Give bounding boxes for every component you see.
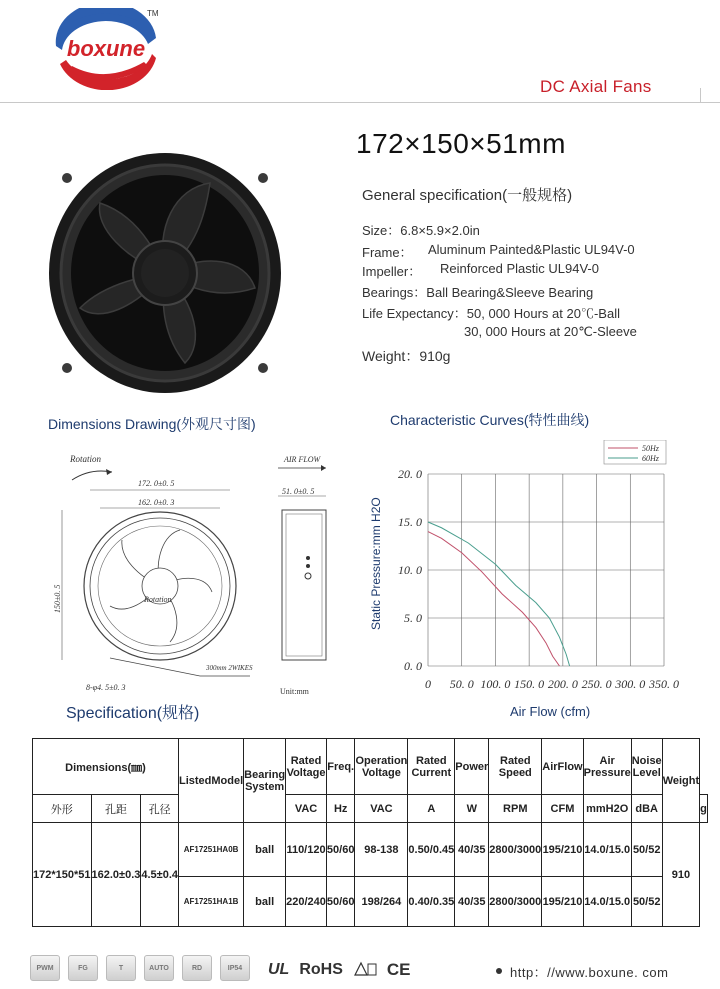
series-line-50Hz	[428, 532, 559, 666]
dimensions-drawing	[50, 448, 340, 696]
x-tick-label: 350. 0	[649, 677, 679, 691]
legend-label-50Hz: 50Hz	[642, 444, 659, 453]
td-speed: 2800/3000	[489, 823, 542, 877]
spec-bearings: Bearings：Ball Bearing&Sleeve Bearing	[362, 285, 594, 300]
th-rated-current: Rated Current	[408, 739, 455, 795]
logo-text: boxune	[66, 36, 146, 61]
warning-icon	[353, 961, 377, 979]
drawing-airflow: AIR FLOW	[284, 455, 321, 464]
trademark: TM	[147, 9, 159, 18]
pwm-badge-icon: PWM	[30, 955, 60, 981]
td-noise: 50/52	[631, 823, 662, 877]
th-airflow: AirFlow	[542, 739, 583, 795]
th-rated-speed: Rated Speed	[489, 739, 542, 795]
spec-size: Size：6.8×5.9×2.0in	[362, 223, 480, 238]
x-tick-label: 0	[425, 677, 431, 691]
header-rule	[0, 102, 720, 103]
td-freq: 50/60	[326, 877, 355, 927]
curves-heading: Characteristic Curves(特性曲线)	[390, 412, 590, 428]
th-hole-pitch: 孔距	[91, 795, 141, 823]
dimensions-heading: Dimensions Drawing(外观尺寸图)	[48, 416, 256, 432]
td-pressure: 14.0/15.0	[583, 823, 631, 877]
legend-label-60Hz: 60Hz	[642, 454, 659, 463]
spec-weight: Weight：910g	[362, 348, 451, 364]
drawing-rotation-inner: Rotation	[144, 595, 172, 604]
chart-xlabel: Air Flow (cfm)	[510, 704, 591, 719]
certifications	[268, 960, 411, 980]
th-air-pressure: Air Pressure	[583, 739, 631, 795]
th-unit-dba: dBA	[631, 795, 662, 823]
th-unit-mmh2o: mmH2O	[583, 795, 631, 823]
y-tick-label: 0. 0	[404, 659, 422, 673]
td-current: 0.40/0.35	[408, 877, 455, 927]
bullet-icon	[496, 968, 502, 974]
td-bearing: ball	[244, 823, 286, 877]
th-unit-w: W	[455, 795, 489, 823]
td-outline: 172*150*51	[33, 823, 92, 927]
x-tick-label: 250. 0	[581, 677, 612, 691]
drawing-dim-172: 172. 0±0. 5	[138, 479, 175, 488]
drawing-dim-51: 51. 0±0. 5	[282, 487, 315, 496]
td-airflow: 195/210	[542, 877, 583, 927]
x-tick-label: 150. 0	[514, 677, 545, 691]
th-hole-dia: 孔径	[141, 795, 179, 823]
td-op-voltage: 98-138	[355, 823, 408, 877]
rohs-icon: RoHS	[299, 961, 343, 978]
td-model: AF17251HA0B	[179, 823, 244, 877]
td-speed: 2800/3000	[489, 877, 542, 927]
spec-impeller-label: Impeller：	[362, 264, 422, 279]
spec-table	[32, 738, 708, 927]
td-pitch: 162.0±0.3	[91, 823, 141, 927]
spec-impeller-value: Reinforced Plastic UL94V-0	[440, 261, 599, 276]
ul-icon: UL	[268, 961, 290, 978]
th-rated-voltage: Rated Voltage	[286, 739, 327, 795]
y-tick-label: 10. 0	[398, 563, 422, 577]
category-title: DC Axial Fans	[540, 77, 652, 96]
th-unit-rpm: RPM	[489, 795, 542, 823]
td-airflow: 195/210	[542, 823, 583, 877]
td-op-voltage: 198/264	[355, 877, 408, 927]
td-current: 0.50/0.45	[408, 823, 455, 877]
th-listed-model: ListedModel	[179, 739, 244, 823]
th-bearing-system: Bearing System	[244, 739, 286, 823]
drawing-rotation-label: Rotation	[70, 454, 101, 464]
x-tick-label: 100. 0	[480, 677, 511, 691]
th-unit-g: g	[700, 795, 708, 823]
spec-frame-label: Frame：	[362, 245, 413, 260]
x-tick-label: 50. 0	[449, 677, 474, 691]
specification-heading: Specification(规格)	[66, 705, 200, 722]
y-tick-label: 20. 0	[398, 467, 422, 481]
td-weight: 910	[662, 823, 699, 927]
y-tick-label: 5. 0	[404, 611, 422, 625]
th-operation-voltage: Operation Voltage	[355, 739, 408, 795]
td-pressure: 14.0/15.0	[583, 877, 631, 927]
th-weight: Weight	[662, 739, 699, 823]
drawing-holes: 8-φ4. 5±0. 3	[86, 683, 126, 692]
website-url[interactable]: http：//www.boxune. com	[510, 965, 669, 980]
td-power: 40/35	[455, 823, 489, 877]
drawing-dim-150: 150±0. 5	[53, 584, 62, 613]
td-rated-voltage: 220/240	[286, 877, 327, 927]
th-dimensions: Dimensions(㎜)	[33, 739, 179, 795]
td-rated-voltage: 110/120	[286, 823, 327, 877]
thermal-badge-icon: T	[106, 955, 136, 981]
spec-life-2: 30, 000 Hours at 20℃-Sleeve	[464, 324, 637, 339]
boxune-logo	[52, 8, 160, 90]
rd-badge-icon: RD	[182, 955, 212, 981]
td-bearing: ball	[244, 877, 286, 927]
x-tick-label: 200. 0	[547, 677, 578, 691]
ce-icon: CE	[386, 960, 411, 979]
fg-badge-icon: FG	[68, 955, 98, 981]
drawing-dim-162: 162. 0±0. 3	[138, 498, 175, 507]
th-outline: 外形	[33, 795, 92, 823]
th-freq: Freq.	[326, 739, 355, 795]
product-size-title: 172×150×51mm	[356, 128, 566, 159]
th-unit-a: A	[408, 795, 455, 823]
th-power: Power	[455, 739, 489, 795]
th-noise-level: Noise Level	[631, 739, 662, 795]
spec-frame-value: Aluminum Painted&Plastic UL94V-0	[428, 242, 635, 257]
x-tick-label: 300. 0	[615, 677, 646, 691]
td-freq: 50/60	[326, 823, 355, 877]
th-unit-vac: VAC	[286, 795, 327, 823]
header-rule-corner	[700, 88, 720, 102]
td-noise: 50/52	[631, 877, 662, 927]
ip54-badge-icon: IP54	[220, 955, 250, 981]
table-row	[33, 823, 708, 877]
drawing-wires: 300mm 2WIKES	[206, 664, 253, 672]
th-unit-cfm: CFM	[542, 795, 583, 823]
chart-ylabel: Static Pressure:mm H2O	[369, 497, 383, 630]
characteristic-curves-chart	[360, 440, 700, 700]
td-power: 40/35	[455, 877, 489, 927]
th-unit-hz: Hz	[326, 795, 355, 823]
feature-badges	[30, 955, 250, 983]
auto-badge-icon: AUTO	[144, 955, 174, 981]
fan-photo	[45, 148, 285, 398]
y-tick-label: 15. 0	[398, 515, 422, 529]
td-model: AF17251HA1B	[179, 877, 244, 927]
general-spec-heading: General specification(一般规格)	[362, 187, 573, 204]
drawing-unit: Unit:mm	[280, 687, 309, 696]
td-dia: 4.5±0.4	[141, 823, 179, 927]
spec-life-1: Life Expectancy：50, 000 Hours at 20℃-Ball	[362, 306, 620, 321]
th-unit-vac2: VAC	[355, 795, 408, 823]
